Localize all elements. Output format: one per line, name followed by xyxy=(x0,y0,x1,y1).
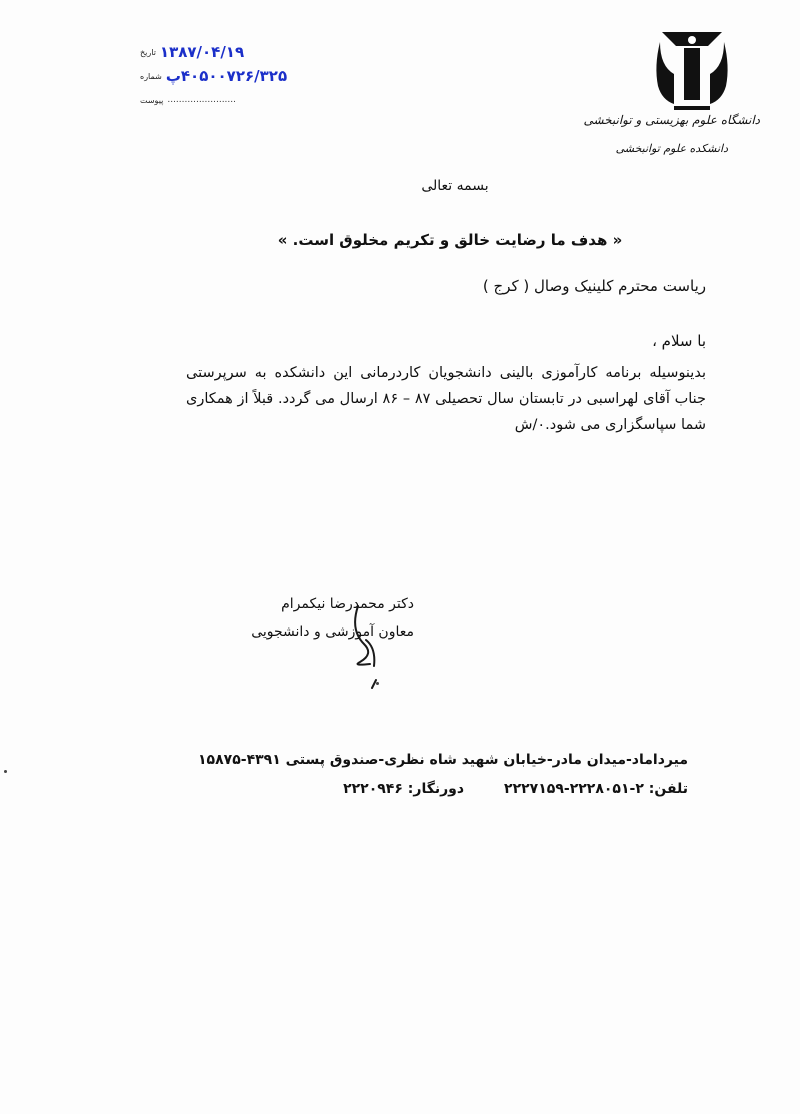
date-label: تاریخ xyxy=(140,47,156,57)
greeting: با سلام ، xyxy=(652,332,706,350)
footer-contact xyxy=(343,781,688,797)
scan-speck xyxy=(4,770,7,773)
number-value: ۴۰۵۰۰۷۲۶/۳۲۵پ xyxy=(165,67,288,85)
attachment-row xyxy=(140,88,290,112)
number-row xyxy=(140,64,290,88)
faculty-name: دانشکده علوم توانبخشی xyxy=(615,142,728,155)
footer-address: میرداماد-میدان مادر-خیابان شهید شاه نظری-صندوق پستی ۴۳۹۱-۱۵۸۷۵ xyxy=(198,752,688,768)
handwritten-signature-icon xyxy=(330,600,400,690)
university-name: دانشگاه علوم بهزیستی و توانبخشی xyxy=(583,113,760,127)
footer-fax: دورنگار: ۲۲۲۰۹۴۶ xyxy=(343,781,465,797)
attachment-label: پیوست xyxy=(140,95,164,105)
motto: « هدف ما رضایت خالق و تکریم مخلوق است. » xyxy=(277,231,623,249)
number-label: شماره xyxy=(140,71,162,81)
date-row xyxy=(140,40,290,64)
date-value: ۱۳۸۷/۰۴/۱۹ xyxy=(159,43,245,61)
letter-body: بدینوسیله برنامه کارآموزی بالینی دانشجویان کاردرمانی این دانشکده به سرپرستی جناب آقای لهراسبی در تابستان سال تحصیلی ۸۷ – ۸۶ ارسال می گردد. قبلاً از همکاری شما سپاسگزاری می شود.۰/ش xyxy=(186,365,706,433)
signer-title: معاون آموزشی و دانشجویی xyxy=(251,624,414,640)
recipient: ریاست محترم کلینیک وصال ( کرج ) xyxy=(482,277,706,295)
attachment-value: ........................ xyxy=(167,95,237,105)
signer-name: دکتر محمدرضا نیکمرام xyxy=(281,596,414,612)
footer-phone: تلفن: ۲-۲۲۲۸۰۵۱-۲۲۲۷۱۵۹ xyxy=(504,781,688,797)
scan-speck xyxy=(376,682,379,685)
letter-meta xyxy=(140,40,290,112)
university-logo-icon xyxy=(654,26,730,110)
basmala: بسمه تعالی xyxy=(421,178,489,194)
